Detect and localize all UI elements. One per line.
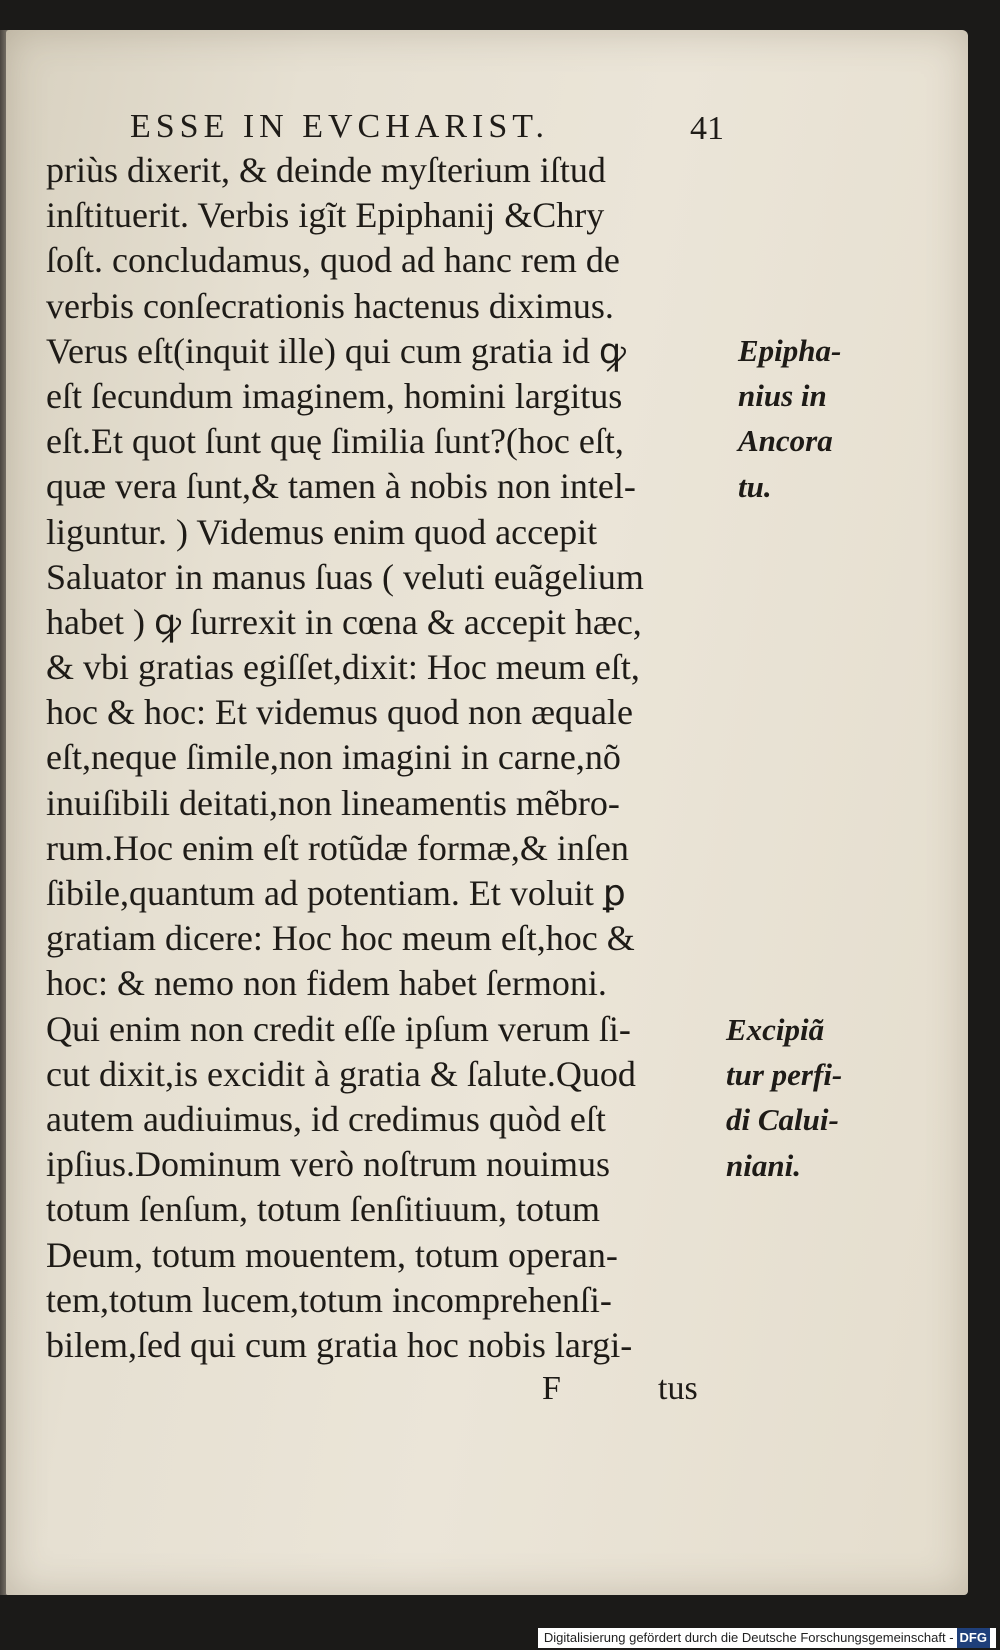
main-text-block: [46, 148, 746, 1368]
margin-note-line: nius in: [738, 378, 827, 414]
text-line: cut dixit,is excidit à gratia & ſalute.Quod: [46, 1053, 636, 1094]
text-line: Deum, totum mouentem, totum operan-: [46, 1234, 618, 1275]
text-line: inſtituerit. Verbis igĩt Epiphanij &Chry: [46, 195, 605, 236]
text-line: bilem,ſed qui cum gratia hoc nobis largi-: [46, 1324, 633, 1365]
margin-note-line: niani.: [726, 1147, 801, 1183]
text-line: priùs dixerit, & deinde myſterium iſtud: [46, 150, 606, 190]
text-line: ipſius.Dominum verò noſtrum nouimus: [46, 1144, 610, 1185]
text-line: eſt.Et quot ſunt quę ſimilia ſunt?(hoc eſt,: [46, 421, 624, 462]
text-line: habet ) ꝙ ſurrexit in cœna & accepit hæc,: [46, 601, 642, 642]
digitization-credit: [538, 1628, 996, 1648]
text-line: inuiſibili deitati,non lineamentis mẽbro-: [46, 782, 620, 823]
text-line: liguntur. ) Videmus enim quod accepit: [46, 511, 598, 552]
catchword: tus: [658, 1370, 698, 1407]
margin-note-line: tur perfi-: [726, 1057, 843, 1093]
dfg-logo: DFG: [957, 1628, 990, 1648]
text-line: ſoſt. concludamus, quod ad hanc rem de: [46, 240, 620, 281]
margin-note-line: tu.: [738, 468, 772, 504]
text-line: verbis conſecrationis hactenus diximus.: [46, 285, 614, 326]
credit-text: Digitalisierung gefördert durch die Deutsche Forschungsgemeinschaft -: [543, 1630, 954, 1645]
margin-note-line: Epipha-: [738, 333, 842, 368]
running-title: ESSE IN EVCHARIST.: [130, 108, 549, 145]
text-line: hoc: & nemo non fidem habet ſermoni.: [46, 963, 607, 1004]
text-line: & vbi gratias egiſſet,dixit: Hoc meum eſt,: [46, 647, 640, 688]
page-foot: [46, 1370, 746, 1410]
margin-note-epiphanius: [738, 328, 841, 509]
text-line: hoc & hoc: Et videmus quod non æquale: [46, 692, 633, 733]
text-line: rum.Hoc enim eſt rotũdæ formæ,& inſen: [46, 827, 629, 868]
margin-note-calviniani: [726, 1007, 842, 1188]
text-line: ſibile,quantum ad potentiam. Et voluit ꝑ: [46, 873, 626, 913]
text-line: Saluator in manus ſuas ( veluti euãgelium: [46, 556, 644, 597]
margin-note-line: Excipiã: [726, 1012, 825, 1047]
text-line: tem,totum lucem,totum incomprehenſi-: [46, 1279, 612, 1320]
signature-mark: F: [542, 1370, 561, 1407]
margin-note-line: di Calui-: [726, 1102, 839, 1138]
text-line: eſt,neque ſimile,non imagini in carne,nõ: [46, 737, 621, 778]
text-line: gratiam dicere: Hoc hoc meum eſt,hoc &: [46, 918, 635, 959]
text-line: totum ſenſum, totum ſenſitiuum, totum: [46, 1189, 600, 1230]
margin-note-line: Ancora: [738, 423, 833, 459]
text-line: quæ vera ſunt,& tamen à nobis non intel-: [46, 466, 636, 507]
text-line: Verus eſt(inquit ille) qui cum gratia id ꝙ: [46, 330, 626, 371]
text-line: Qui enim non credit eſſe ipſum verum ſi-: [46, 1008, 631, 1049]
text-line: autem audiuimus, id credimus quòd eſt: [46, 1098, 606, 1139]
page-number: 41: [690, 110, 724, 147]
text-line: eſt ſecundum imaginem, homini largitus: [46, 375, 623, 416]
